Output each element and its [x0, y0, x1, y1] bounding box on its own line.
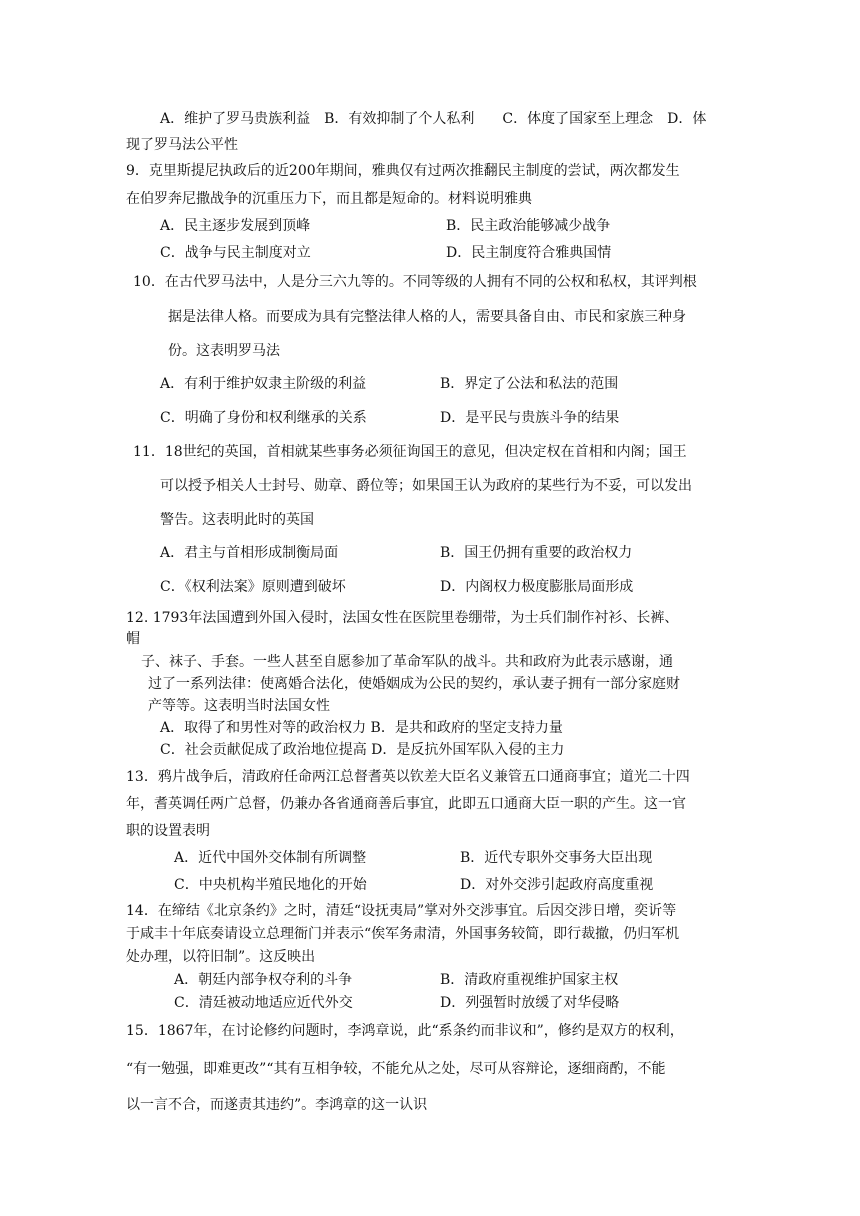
- q10-stem-line2: 据是法律人格。而要成为具有完整法律人格的人，需要具备自由、市民和家族三种身: [168, 309, 686, 325]
- q11-option-b: B．国王仍拥有重要的政治权力: [440, 545, 633, 561]
- q14-option-b: B．清政府重视维护国家主权: [440, 972, 619, 988]
- q14-option-d: D．列强暂时放缓了对华侵略: [440, 995, 620, 1011]
- q15-stem-line2: “有一勉强，即难更改”“其有互相争较，不能允从之处，尽可从容辩论，逐细商酌，不能: [126, 1061, 666, 1077]
- q9-option-b: B．民主政治能够减少战争: [446, 218, 611, 234]
- q12-options-cd: C．社会贡献促成了政治地位提高 D．是反抗外国军队入侵的主力: [160, 742, 565, 758]
- q11-stem-line1: 11．18世纪的英国，首相就某些事务必须征询国王的意见，但决定权在首相和内阁；国王: [133, 444, 687, 460]
- q9-option-a: A．民主逐步发展到顶峰: [160, 218, 311, 234]
- q10-stem-line3: 份。这表明罗马法: [168, 343, 280, 359]
- q12-stem-line5: 产等等。这表明当时法国女性: [148, 698, 330, 714]
- q14-option-a: A．朝廷内部争权夺利的斗争: [174, 972, 353, 988]
- q14-stem-line2: 于咸丰十年底奏请设立总理衙门并表示“俟军务肃清，外国事务较简，即行裁撤，仍归军机: [126, 926, 680, 942]
- q14-stem-line3: 处办理，以符旧制”。这反映出: [126, 949, 316, 965]
- q12-options-ab: A．取得了和男性对等的政治权力 B．是共和政府的坚定支持力量: [160, 720, 563, 736]
- q9-option-d: D．民主制度符合雅典国情: [446, 245, 612, 261]
- q10-option-d: D．是平民与贵族斗争的结果: [440, 410, 620, 426]
- q13-stem-line2: 年，耆英调任两广总督，仍兼办各省通商善后事宜，此即五口通商大臣一职的产生。这一官: [126, 796, 686, 812]
- q12-stem-line2: 帽: [126, 631, 140, 647]
- q12-stem-line1: 12. 1793年法国遭到外国入侵时，法国女性在医院里卷绷带，为士兵们制作衬衫、长裤、: [126, 610, 679, 626]
- q14-option-c: C．清廷被动地适应近代外交: [174, 995, 353, 1011]
- q15-stem-line1: 15．1867年，在讨论修约问题时，李鸿章说，此“系条约而非议和”，修约是双方的权利，: [126, 1023, 684, 1039]
- q11-option-a: A．君主与首相形成制衡局面: [160, 545, 339, 561]
- q9-option-c: C．战争与民主制度对立: [160, 245, 311, 261]
- q13-option-a: A．近代中国外交体制有所调整: [174, 850, 367, 866]
- q12-stem-line4: 过了一系列法律：使离婚合法化，使婚姻成为公民的契约，承认妻子拥有一部分家庭财: [148, 676, 680, 692]
- q10-option-c: C．明确了身份和权利继承的关系: [160, 410, 367, 426]
- q11-option-c: C．《权利法案》原则遭到破坏: [160, 579, 346, 595]
- q8-options-line1: A．维护了罗马贵族利益 B．有效抑制了个人私利 C．体度了国家至上理念 D．体: [160, 111, 707, 127]
- q10-option-b: B．界定了公法和私法的范围: [440, 376, 619, 392]
- q14-stem-line1: 14．在缔结《北京条约》之时，清廷“设抚夷局”掌对外交涉事宜。后因交涉日增，奕䜣等: [126, 903, 677, 919]
- q13-stem-line3: 职的设置表明: [126, 823, 210, 839]
- q11-stem-line2: 可以授予相关人士封号、勋章、爵位等；如果国王认为政府的某些行为不妥，可以发出: [160, 478, 692, 494]
- q15-stem-line3: 以一言不合，而遂责其违约”。李鸿章的这一认识: [126, 1097, 428, 1113]
- q11-option-d: D．内阁权力极度膨胀局面形成: [440, 579, 634, 595]
- q13-stem-line1: 13．鸦片战争后，清政府任命两江总督耆英以钦差大臣名义兼管五口通商事宜；道光二十四: [126, 769, 690, 785]
- q13-option-c: C．中央机构半殖民地化的开始: [174, 877, 367, 893]
- q13-option-b: B．近代专职外交事务大臣出现: [460, 850, 653, 866]
- q8-options-line2: 现了罗马法公平性: [126, 137, 238, 153]
- q12-stem-line3: 子、袜子、手套。一些人甚至自愿参加了革命军队的战斗。共和政府为此表示感谢，通: [141, 654, 673, 670]
- q11-stem-line3: 警告。这表明此时的英国: [160, 512, 314, 528]
- q9-stem-line2: 在伯罗奔尼撒战争的沉重压力下，而且都是短命的。材料说明雅典: [126, 191, 532, 207]
- q13-option-d: D．对外交涉引起政府高度重视: [460, 877, 654, 893]
- q10-option-a: A．有利于维护奴隶主阶级的利益: [160, 376, 367, 392]
- q9-stem-line1: 9．克里斯提尼执政后的近200年期间，雅典仅有过两次推翻民主制度的尝试，两次都发生: [126, 163, 680, 179]
- q10-stem-line1: 10．在古代罗马法中，人是分三六九等的。不同等级的人拥有不同的公权和私权，其评判根: [133, 274, 697, 290]
